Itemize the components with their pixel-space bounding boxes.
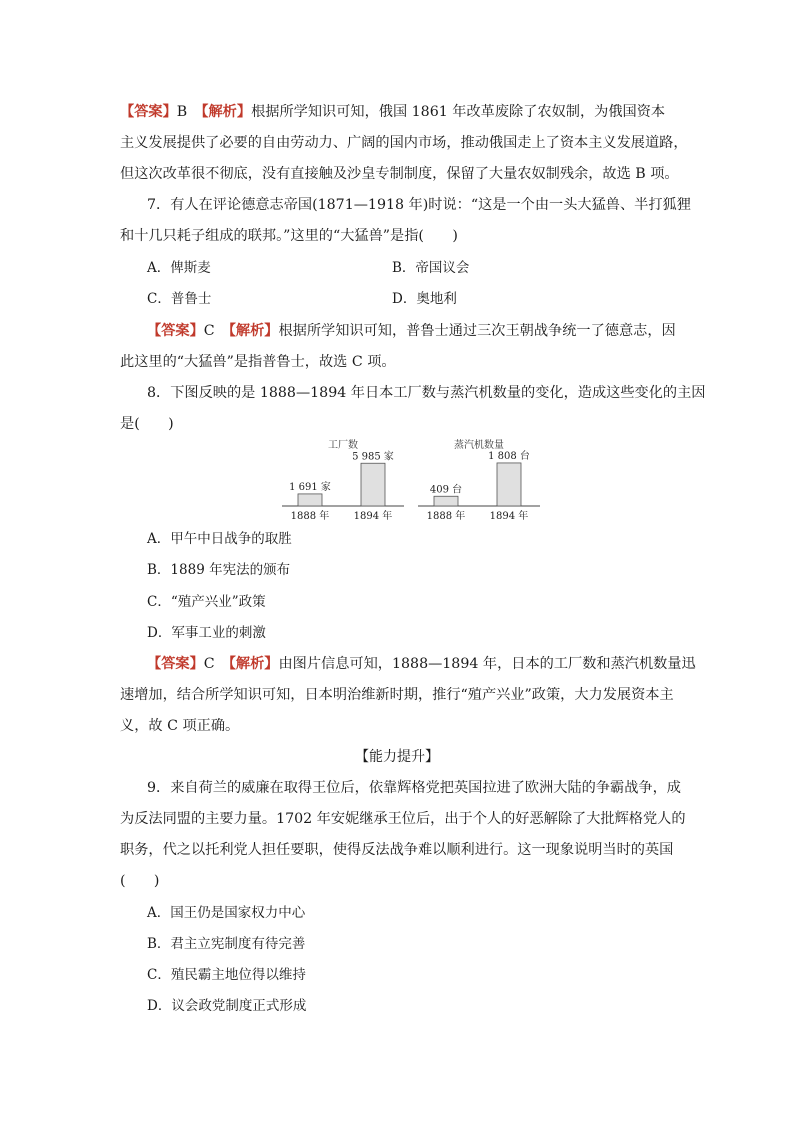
answer-letter: B: [176, 104, 188, 120]
q8-option-b: B．1889 年宪法的颁布: [147, 562, 291, 578]
bar: [298, 494, 322, 506]
tick-label: 1894 年: [489, 511, 529, 522]
q8-stem-line-1: 8．下图反映的是 1888—1894 年日本工厂数与蒸汽机数量的变化，造成这些变化的主因: [147, 385, 706, 401]
q9-option-c: C．殖民霸主地位得以维持: [147, 967, 306, 983]
q7-option-c: C．普鲁士: [147, 291, 212, 307]
answer-tag: 【答案】: [120, 104, 177, 120]
q9-stem-line-4: ( ): [120, 873, 160, 889]
data-label: 5 985 家: [352, 451, 394, 463]
tick-label: 1888 年: [426, 511, 466, 522]
section-title: 【能力提升】: [355, 749, 439, 765]
bar: [361, 463, 385, 506]
bar: [434, 496, 458, 506]
bar: [497, 463, 521, 506]
answer-letter: C: [203, 656, 215, 672]
analysis-tag: 【解析】: [228, 323, 279, 339]
q9-stem-line-3: 职务，代之以托利党人担任要职，使得反法战争难以顺利进行。这一现象说明当时的英国: [120, 842, 674, 858]
data-label: 1 808 台: [488, 450, 530, 462]
q9-stem-line-2: 为反法同盟的主要力量。1702 年安妮继承王位后，出于个人的好恶解除了大批辉格党人的: [120, 811, 686, 827]
q8-option-d: D．军事工业的刺激: [147, 625, 266, 641]
q7-answer-line-1: [147, 321, 676, 341]
q9-stem-line-1: 9．来自荷兰的威廉在取得王位后，依靠辉格党把英国拉进了欧洲大陆的争霸战争，成: [147, 780, 681, 796]
tick-label: 1894 年: [353, 511, 393, 522]
analysis-tag: 【解析】: [228, 656, 279, 672]
q7-option-b: B．帝国议会: [392, 260, 470, 276]
chart-title: 工厂数: [328, 440, 358, 451]
chart-steam-engine-count: [414, 436, 544, 526]
q8-answer-line-3: 义，故 C 项正确。: [120, 718, 240, 734]
answer-tag: 【答案】: [147, 656, 204, 672]
q6-answer-line-3: 但这次改革很不彻底，没有直接触及沙皇专制制度，保留了大量农奴制残余，故选 B 项。: [120, 166, 679, 182]
q7-option-d: D．奥地利: [392, 291, 457, 307]
q9-option-a: A．国王仍是国家权力中心: [147, 905, 306, 921]
answer-letter: C: [203, 323, 215, 339]
q8-answer-line-1: [147, 654, 696, 674]
q8-option-a: A．甲午中日战争的取胜: [147, 531, 292, 547]
q9-option-b: B．君主立宪制度有待完善: [147, 936, 306, 952]
q6-answer-line-1: [120, 102, 665, 122]
q8-answer-line-2: 速增加，结合所学知识可知，日本明治维新时期，推行“殖产兴业”政策，大力发展资本主: [120, 687, 674, 703]
analysis-text: 根据所学知识可知，普鲁士通过三次王朝战争统一了德意志，因: [278, 323, 676, 339]
data-label: 409 台: [429, 484, 463, 496]
analysis-text: 由图片信息可知，1888—1894 年，日本的工厂数和蒸汽机数量迅: [278, 656, 696, 672]
q7-answer-line-2: 此这里的“大猛兽”是指普鲁士，故选 C 项。: [120, 354, 396, 370]
q7-option-a: A．俾斯麦: [147, 260, 211, 276]
q8-option-c: C．“殖产兴业”政策: [147, 594, 266, 610]
data-label: 1 691 家: [289, 481, 331, 493]
q9-option-d: D．议会政党制度正式形成: [147, 998, 307, 1014]
analysis-tag: 【解析】: [201, 104, 252, 120]
q7-stem-line-2: 和十几只耗子组成的联邦。”这里的“大猛兽”是指( ): [120, 228, 458, 244]
q6-answer-line-2: 主义发展提供了必要的自由劳动力、广阔的国内市场，推动俄国走上了资本主义发展道路，: [120, 135, 688, 151]
answer-tag: 【答案】: [147, 323, 204, 339]
tick-label: 1888 年: [290, 511, 330, 522]
chart-factory-count: [278, 436, 408, 526]
q7-stem-line-1: 7．有人在评论德意志帝国(1871—1918 年)时说：“这是一个由一头大猛兽、半打狐狸: [147, 197, 691, 213]
chart-title: 蒸汽机数量: [454, 440, 504, 451]
analysis-text: 根据所学知识可知，俄国 1861 年改革废除了农奴制，为俄国资本: [251, 104, 666, 120]
q8-stem-line-2: 是( ): [120, 416, 174, 432]
